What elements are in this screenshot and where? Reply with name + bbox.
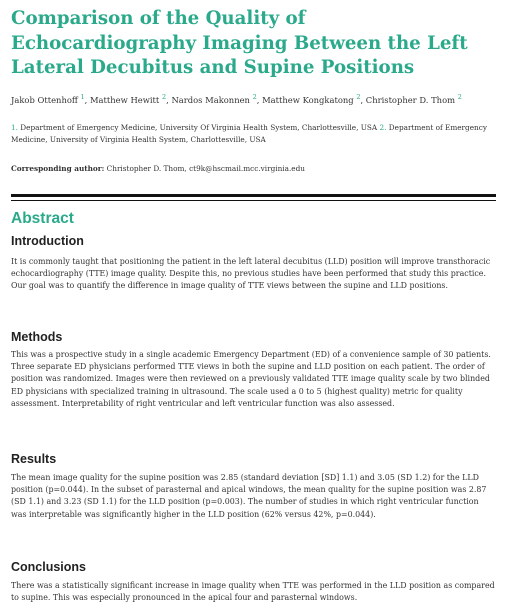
affiliation-number: 1. bbox=[11, 123, 18, 132]
conclusions-text: There was a statistically significant increase in image quality when TTE was performed in the LLD position as compared to supine. This was especially pronounced in the apical four and parasternal windows. bbox=[11, 581, 495, 603]
author-affiliation-mark[interactable]: 2 bbox=[356, 93, 361, 101]
author-list: Jakob Ottenhoff $^1$, Matthew Hewitt $^2$, Nardos Makonnen $^2$, Matthew Kongkatong $^2$, Christopher D. Thom $^2$ bbox=[11, 93, 462, 105]
author-affiliation-mark[interactable]: 1 bbox=[80, 93, 85, 101]
methods-text: This was a prospective study in a single academic Emergency Department (ED) of a convenience sample of 30 patients. Three separate ED physicians performed TTE views in both the supine and LLD position on each patient. The order of position was randomized. Images were then reviewed on a previously validated TTE image quality scale by two blinded ED physicians with specialized training in ultrasound. The scale used a 0 to 5 (highest quality) metric for quality assessment. Interpretability of right ventricular and left ventricular function was also assessed. bbox=[11, 350, 491, 408]
conclusions-heading: Conclusions bbox=[11, 560, 87, 574]
affiliation-text: Department of Emergency Medicine, University of Virginia Health System, Charlottesville, USA bbox=[11, 123, 487, 144]
abstract-heading: Abstract bbox=[11, 210, 74, 227]
results-text: The mean image quality for the supine position was 2.85 (standard deviation [SD] 1.1) and 3.05 (SD 1.2) for the LLD position (p=0.044). In the subset of parasternal and apical windows, the mean quality for the supine position was 2.87 (SD 1.1) and 3.23 (SD 1.1) for the LLD position (p=0.003). The number of studies in which right ventricular function was interpretable was significantly higher in the LLD position (62% versus 42%, p=0.044). bbox=[11, 473, 487, 519]
article-title: Comparison of the Quality of Echocardiography Imaging Between the Left Lateral Decubitus and Supine Positions bbox=[11, 8, 468, 78]
author-affiliation-mark[interactable]: 2 bbox=[161, 93, 167, 101]
section-divider bbox=[11, 194, 496, 197]
author-name[interactable]: Nardos Makonnen bbox=[171, 94, 250, 105]
section-divider-thin bbox=[11, 200, 496, 201]
author-name[interactable]: Matthew Hewitt bbox=[89, 94, 160, 105]
introduction-heading: Introduction bbox=[11, 234, 84, 248]
affiliation-text: Department of Emergency Medicine, University Of Virginia Health System, Charlottesville, USA bbox=[20, 123, 378, 132]
author-name[interactable]: Matthew Kongkatong bbox=[262, 94, 354, 105]
author-affiliation-mark[interactable]: 2 bbox=[457, 93, 462, 101]
corresponding-author-contact[interactable]: Christopher D. Thom, ct9k@hscmail.mcc.virginia.edu bbox=[106, 164, 305, 173]
methods-heading: Methods bbox=[11, 330, 63, 344]
affiliation-number: 2. bbox=[379, 123, 387, 132]
affiliations bbox=[11, 122, 496, 146]
introduction-text: It is commonly taught that positioning the patient in the left lateral decubitus (LLD) position will improve transthoracic echocardiography (TTE) image quality. Despite this, no previous studies have been performed that study this practice. Our goal was to quantify the difference in image quality of TTE views between the supine and LLD positions. bbox=[11, 257, 491, 291]
corresponding-author bbox=[11, 163, 496, 175]
author-name[interactable]: Jakob Ottenhoff bbox=[11, 94, 78, 105]
results-heading: Results bbox=[11, 452, 57, 466]
author-name[interactable]: Christopher D. Thom bbox=[365, 94, 456, 105]
author-affiliation-mark[interactable]: 2 bbox=[252, 93, 257, 101]
corresponding-author-label: Corresponding author: bbox=[11, 164, 105, 173]
